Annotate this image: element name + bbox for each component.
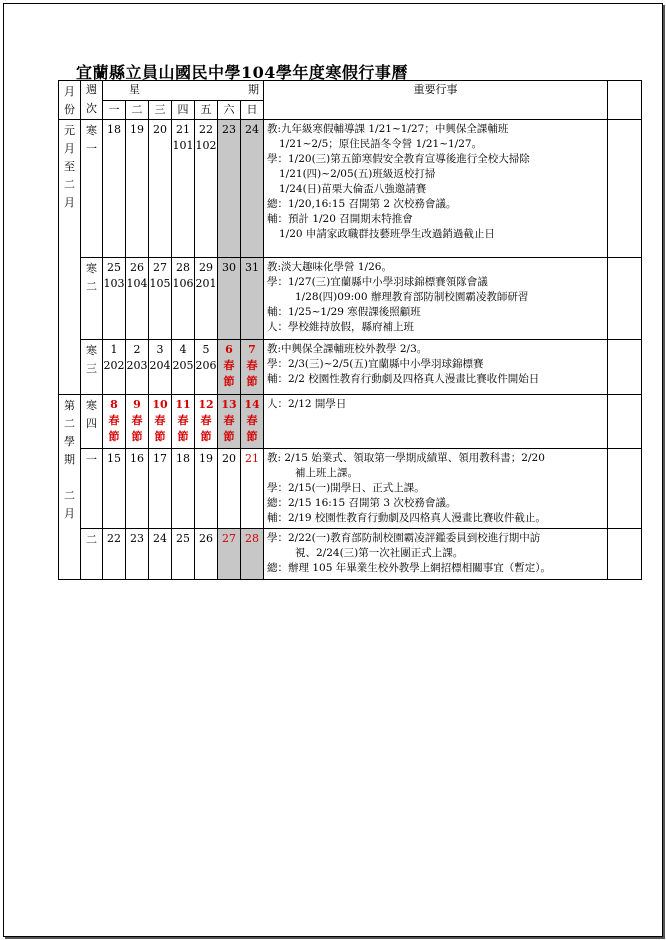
week-cell: 寒 三 <box>81 340 103 395</box>
extra-cell <box>608 120 642 258</box>
week-header-top: 週 <box>81 81 103 101</box>
day-cell-weekend: 24 <box>241 120 264 258</box>
weekday-thu: 四 <box>172 100 195 120</box>
week-row <box>59 395 642 449</box>
day-cell: 21 101 <box>172 120 195 258</box>
weekday-mon: 一 <box>103 100 126 120</box>
week-cell: 寒 二 <box>81 258 103 340</box>
events-cell: 教:中興保全課輔班校外教學 2/3。 學：2/3(三)~2/5(五)宜蘭縣中小學羽球錦標賽 輔：2/2 校園性教育行動劇及四格真人漫畫比賽收件開始日 <box>264 340 608 395</box>
day-cell: 29 201 <box>195 258 218 340</box>
weekday-fri: 五 <box>195 100 218 120</box>
day-cell: 16 <box>126 449 149 529</box>
day-cell: 5 206 <box>195 340 218 395</box>
day-cell-holiday: 7 春 節 <box>241 340 264 395</box>
day-cell-weekend: 28 <box>241 529 264 580</box>
extra-cell <box>608 258 642 340</box>
events-cell: 人：2/12 開學日 <box>264 395 608 449</box>
page-title: 宜蘭縣立員山國民中學104學年度寒假行事曆 <box>76 63 408 82</box>
week-cell: 寒 四 <box>81 395 103 449</box>
events-cell: 學：2/22(一)教育部防制校園霸凌評鑑委員到校進行期中訪 視、2/24(三)第一次社團正式上課。 總：辦理 105 年畢業生校外教學上網招標相關事宜（暫定）。 <box>264 529 608 580</box>
day-cell: 18 <box>172 449 195 529</box>
day-cell: 1 202 <box>103 340 126 395</box>
events-cell: 教:九年級寒假輔導課 1/21~1/27；中興保全課輔班 1/21~2/5；原住民語冬令營 1/21~1/27。 學：1/20(三)第五節寒假安全教育宣導後進行全校大掃除 1/21(四)~2/05(五)班級返校打掃 1/24(日)苗栗大倫盃八強邀請賽 總：1/20,16:15 召開第 2 次校務會議。 輔：預計 1/20 召開期末特推會 1/20 申請家政職群技藝班學生改過銷過截止日 <box>264 120 608 258</box>
day-cell-weekend: 23 <box>218 120 241 258</box>
weekday-sun: 日 <box>241 100 264 120</box>
day-cell: 19 <box>195 449 218 529</box>
day-cell-holiday: 13 春 節 <box>218 395 241 449</box>
weekday-title: 星 期 <box>103 81 264 101</box>
day-cell-holiday: 8 春 節 <box>103 395 126 449</box>
events-cell: 教: 2/15 始業式、領取第一學期成績單、領用教科書；2/20 補上班上課。 學：2/15(一)開學日、正式上課。 總：2/15 16:15 召開第 3 次校務會議。 輔：2/19 校園性教育行動劇及四格真人漫畫比賽收件截止。 <box>264 449 608 529</box>
events-header: 重要行事 <box>264 81 608 120</box>
day-cell: 28 106 <box>172 258 195 340</box>
day-cell-holiday: 6 春 節 <box>218 340 241 395</box>
day-cell: 22 102 <box>195 120 218 258</box>
week-cell: 寒 一 <box>81 120 103 258</box>
day-cell: 26 104 <box>126 258 149 340</box>
day-cell: 17 <box>149 449 172 529</box>
day-cell: 26 <box>195 529 218 580</box>
day-cell-holiday: 14 春 節 <box>241 395 264 449</box>
day-cell: 24 <box>149 529 172 580</box>
day-cell: 20 <box>218 449 241 529</box>
week-row <box>59 120 642 258</box>
day-cell: 15 <box>103 449 126 529</box>
day-cell: 2 203 <box>126 340 149 395</box>
extra-cell <box>608 340 642 395</box>
day-cell-holiday: 12 春 節 <box>195 395 218 449</box>
week-row <box>59 449 642 529</box>
calendar-table <box>58 80 642 580</box>
month-header: 月 份 <box>59 81 81 120</box>
day-cell: 23 <box>126 529 149 580</box>
day-cell: 27 105 <box>149 258 172 340</box>
extra-header <box>608 81 642 120</box>
weekday-tue: 二 <box>126 100 149 120</box>
day-cell: 3 204 <box>149 340 172 395</box>
day-cell-sunday: 21 <box>241 449 264 529</box>
header-row-1 <box>59 81 642 101</box>
week-row <box>59 529 642 580</box>
day-cell: 20 <box>149 120 172 258</box>
day-cell-holiday: 9 春 節 <box>126 395 149 449</box>
week-row <box>59 340 642 395</box>
extra-cell <box>608 529 642 580</box>
events-cell: 教:淡大趣味化學營 1/26。 學：1/27(三)宜蘭縣中小學羽球錦標賽領隊會議 1/28(四)09:00 辦理教育部防制校園霸凌教師研習 輔：1/25~1/29 寒假課後照顧班 人：學校維持放假，縣府補上班 <box>264 258 608 340</box>
extra-cell <box>608 395 642 449</box>
month-cell-winter: 元 月 至 二 月 <box>59 120 81 395</box>
week-cell: 二 <box>81 529 103 580</box>
weekday-wed: 三 <box>149 100 172 120</box>
day-cell-weekend: 31 <box>241 258 264 340</box>
day-cell: 25 <box>172 529 195 580</box>
weekday-sat: 六 <box>218 100 241 120</box>
month-cell-second-semester: 第 二 學 期 二 月 <box>59 395 81 580</box>
week-row <box>59 258 642 340</box>
day-cell: 22 <box>103 529 126 580</box>
week-header-bottom: 次 <box>81 100 103 120</box>
week-cell: 一 <box>81 449 103 529</box>
day-cell-weekend: 30 <box>218 258 241 340</box>
day-cell-holiday: 11 春 節 <box>172 395 195 449</box>
day-cell: 19 <box>126 120 149 258</box>
extra-cell <box>608 449 642 529</box>
day-cell-weekend: 27 <box>218 529 241 580</box>
day-cell: 25 103 <box>103 258 126 340</box>
day-cell-holiday: 10 春 節 <box>149 395 172 449</box>
day-cell: 4 205 <box>172 340 195 395</box>
day-cell: 18 <box>103 120 126 258</box>
